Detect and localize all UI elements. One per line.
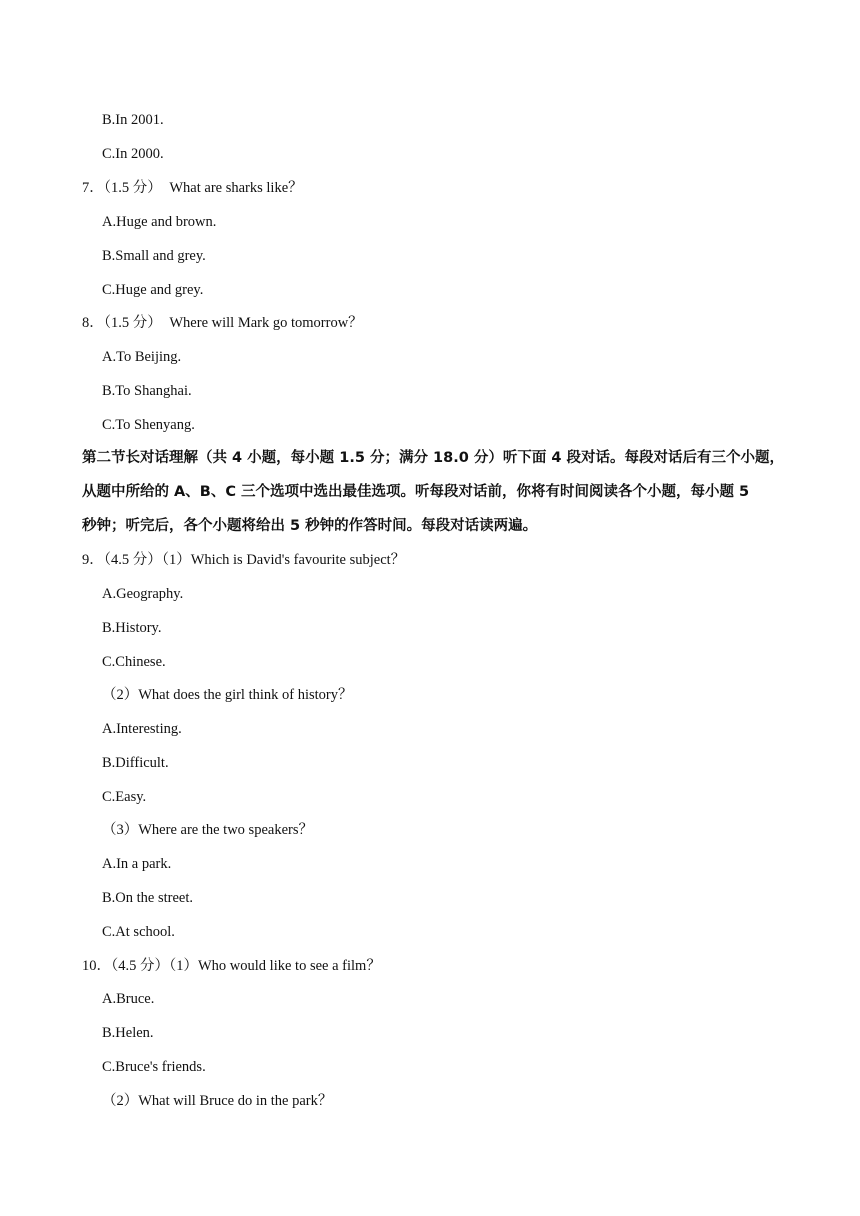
q10-1-option-b: B.Helen. [102,1025,154,1041]
q10-1-option-a: A.Bruce. [102,991,155,1007]
section-2-line-1: 第二节长对话理解（共 4 小题，每小题 1.5 分；满分 18.0 分）听下面 4 段对话。每段对话后有三个小题， [82,450,785,466]
q9-3-option-a: A.In a park. [102,856,172,872]
q9-3-option-c: C.At school. [102,924,175,940]
q10-heading: 10．（4.5 分）（1）Who would like to see a film？ [82,958,381,974]
q8-option-a: A.To Beijing. [102,349,182,365]
q7-text: What are sharks like？ [169,180,303,196]
q8-heading [82,313,363,333]
section-2-line-3: 秒钟；听完后，各个小题将给出 5 秒钟的作答时间。每段对话读两遍。 [82,518,538,534]
q9-3-option-b: B.On the street. [102,890,194,906]
q10-1-option-c: C.Bruce's friends. [102,1059,206,1075]
q7-option-b: B.Small and grey. [102,248,206,264]
section-2-line-2: 从题中所给的 A、B、C 三个选项中选出最佳选项。听每段对话前，你将有时间阅读各个小题，每小题 5 [82,484,750,500]
q7-option-c: C.Huge and grey. [102,282,204,298]
q8-number: 8．（1.5 分） [82,315,162,331]
q8-option-b: B.To Shanghai. [102,383,192,399]
q9-heading: 9．（4.5 分）（1）Which is David's favourite subject？ [82,552,406,568]
q9-1-option-c: C.Chinese. [102,654,166,670]
q9-2-option-a: A.Interesting. [102,721,182,737]
q9-1-option-b: B.History. [102,620,162,636]
q10-2-question: （2）What will Bruce do in the park？ [102,1093,333,1109]
q9-2-option-c: C.Easy. [102,789,147,805]
q7-number: 7．（1.5 分） [82,180,162,196]
q9-2-option-b: B.Difficult. [102,755,169,771]
q9-1-option-a: A.Geography. [102,586,184,602]
q8-option-c: C.To Shenyang. [102,417,195,433]
q7-heading [82,178,303,198]
q6-option-c: C.In 2000. [102,146,164,162]
q8-text: Where will Mark go tomorrow？ [169,315,363,331]
q9-2-question: （2）What does the girl think of history？ [102,687,353,703]
q7-option-a: A.Huge and brown. [102,214,217,230]
section-2-instructions [82,441,784,543]
q9-3-question: （3）Where are the two speakers？ [102,822,313,838]
q6-option-b: B.In 2001. [102,112,164,128]
